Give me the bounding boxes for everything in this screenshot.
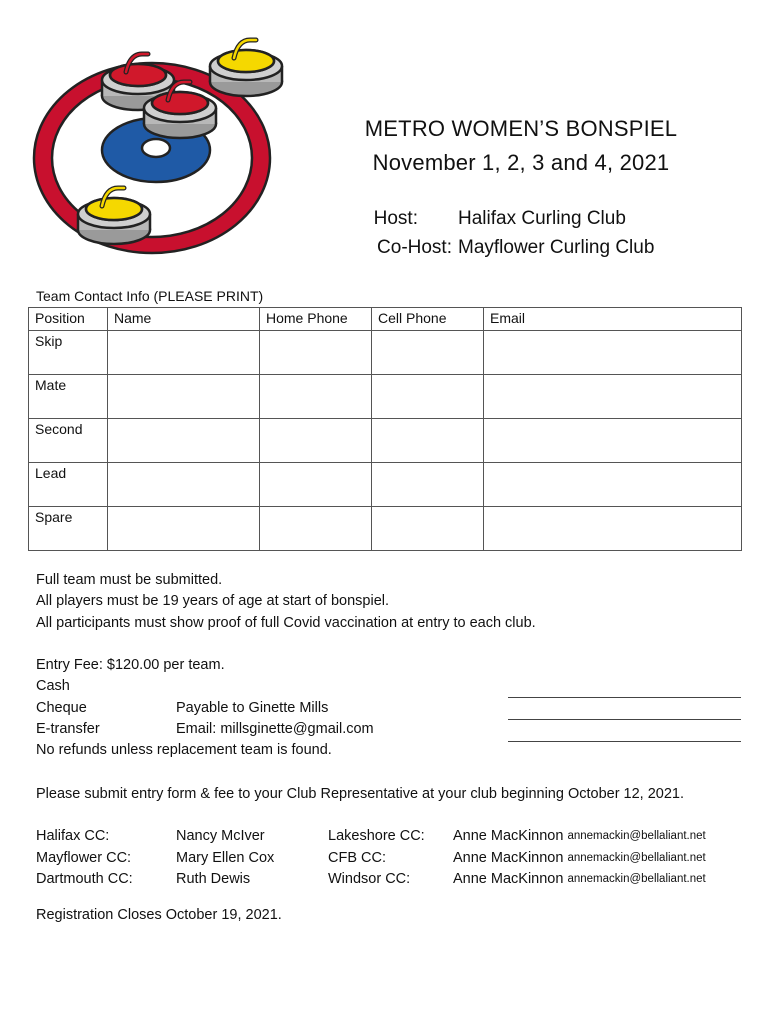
position-cell: Lead: [29, 463, 108, 507]
name-cell[interactable]: [108, 375, 260, 419]
header-position: Position: [29, 308, 108, 331]
rep-email: annemackin@bellaliant.net: [567, 830, 706, 842]
position-cell: Mate: [29, 375, 108, 419]
table-row: [29, 375, 742, 419]
home-phone-cell[interactable]: [260, 463, 372, 507]
header-home-phone: Home Phone: [260, 308, 372, 331]
submit-instructions: Please submit entry form & fee to your Club Representative at your club beginning October 12, 2021.: [36, 786, 685, 802]
rule-line: All participants must show proof of full Covid vaccination at entry to each club.: [36, 614, 536, 631]
club-label: Dartmouth CC:: [36, 871, 133, 887]
cell-phone-cell[interactable]: [372, 375, 484, 419]
list-item: [36, 848, 706, 870]
email-cell[interactable]: [484, 507, 742, 551]
payment-cheque-row: [36, 698, 374, 719]
payment-etransfer: E-transfer: [36, 720, 100, 737]
position-cell: Skip: [29, 331, 108, 375]
rule-line: Full team must be submitted.: [36, 572, 223, 588]
rep-name: Ruth Dewis: [176, 871, 251, 887]
rules-block: [36, 570, 536, 634]
club-label: Mayflower CC:: [36, 849, 132, 866]
list-item: [36, 869, 706, 891]
rep-email: annemackin@bellaliant.net: [567, 873, 706, 885]
cell-phone-cell[interactable]: [372, 331, 484, 375]
rep-name: Anne MacKinnon: [453, 828, 564, 844]
club-label: Lakeshore CC:: [328, 828, 425, 844]
rule-line: All players must be 19 years of age at start of bonspiel.: [36, 593, 390, 610]
name-cell[interactable]: [108, 331, 260, 375]
team-contact-caption: Team Contact Info (PLEASE PRINT): [36, 288, 264, 304]
event-title: METRO WOMEN’S BONSPIEL: [364, 116, 678, 141]
cell-phone-cell[interactable]: [372, 419, 484, 463]
blank-line[interactable]: [508, 719, 741, 720]
rep-name: Anne MacKinnon: [453, 849, 564, 866]
name-cell[interactable]: [108, 463, 260, 507]
team-contact-table: [28, 307, 742, 551]
header-name: Name: [108, 308, 260, 331]
rep-name: Nancy McIver: [176, 828, 265, 844]
blank-line[interactable]: [508, 741, 741, 742]
home-phone-cell[interactable]: [260, 331, 372, 375]
rep-email: annemackin@bellaliant.net: [567, 851, 706, 864]
club-label: Windsor CC:: [328, 871, 411, 887]
host-label: Host:: [373, 208, 418, 229]
position-cell: Second: [29, 419, 108, 463]
email-cell[interactable]: [484, 419, 742, 463]
cell-phone-cell[interactable]: [372, 463, 484, 507]
host-value: Halifax Curling Club: [458, 208, 626, 229]
name-cell[interactable]: [108, 507, 260, 551]
table-row: [29, 463, 742, 507]
home-phone-cell[interactable]: [260, 507, 372, 551]
entry-fee: Entry Fee: $120.00 per team.: [36, 657, 225, 673]
header-email: Email: [484, 308, 742, 331]
no-refunds: No refunds unless replacement team is found.: [36, 742, 332, 759]
cohost-label: Co-Host:: [377, 237, 452, 258]
host-block: [300, 204, 750, 262]
home-phone-cell[interactable]: [260, 375, 372, 419]
table-row: [29, 419, 742, 463]
email-cell[interactable]: [484, 375, 742, 419]
payment-cash: Cash: [36, 678, 70, 695]
cell-phone-cell[interactable]: [372, 507, 484, 551]
cohost-row: [300, 233, 750, 262]
event-title-block: [296, 112, 746, 180]
list-item: [36, 826, 706, 848]
table-row: [29, 331, 742, 375]
header-cell-phone: Cell Phone: [372, 308, 484, 331]
payment-etransfer-row: [36, 719, 374, 740]
blank-line[interactable]: [508, 697, 741, 698]
payment-cheque: Cheque: [36, 699, 87, 716]
fee-block: [36, 655, 374, 761]
event-dates: November 1, 2, 3 and 4, 2021: [372, 150, 670, 175]
table-header-row: [29, 308, 742, 331]
position-cell: Spare: [29, 507, 108, 551]
club-representatives: [36, 826, 706, 891]
rep-name: Anne MacKinnon: [453, 871, 564, 887]
cohost-value: Mayflower Curling Club: [458, 237, 655, 258]
host-row: [300, 204, 750, 233]
etransfer-detail: Email: millsginette@gmail.com: [176, 720, 374, 737]
curling-house-with-stones-icon: [28, 30, 300, 262]
home-phone-cell[interactable]: [260, 419, 372, 463]
email-cell[interactable]: [484, 463, 742, 507]
registration-closes: Registration Closes October 19, 2021.: [36, 907, 282, 923]
club-label: Halifax CC:: [36, 828, 110, 844]
table-row: [29, 507, 742, 551]
email-cell[interactable]: [484, 331, 742, 375]
name-cell[interactable]: [108, 419, 260, 463]
rep-name: Mary Ellen Cox: [176, 849, 275, 866]
cheque-detail: Payable to Ginette Mills: [176, 699, 329, 716]
club-label: CFB CC:: [328, 849, 386, 866]
